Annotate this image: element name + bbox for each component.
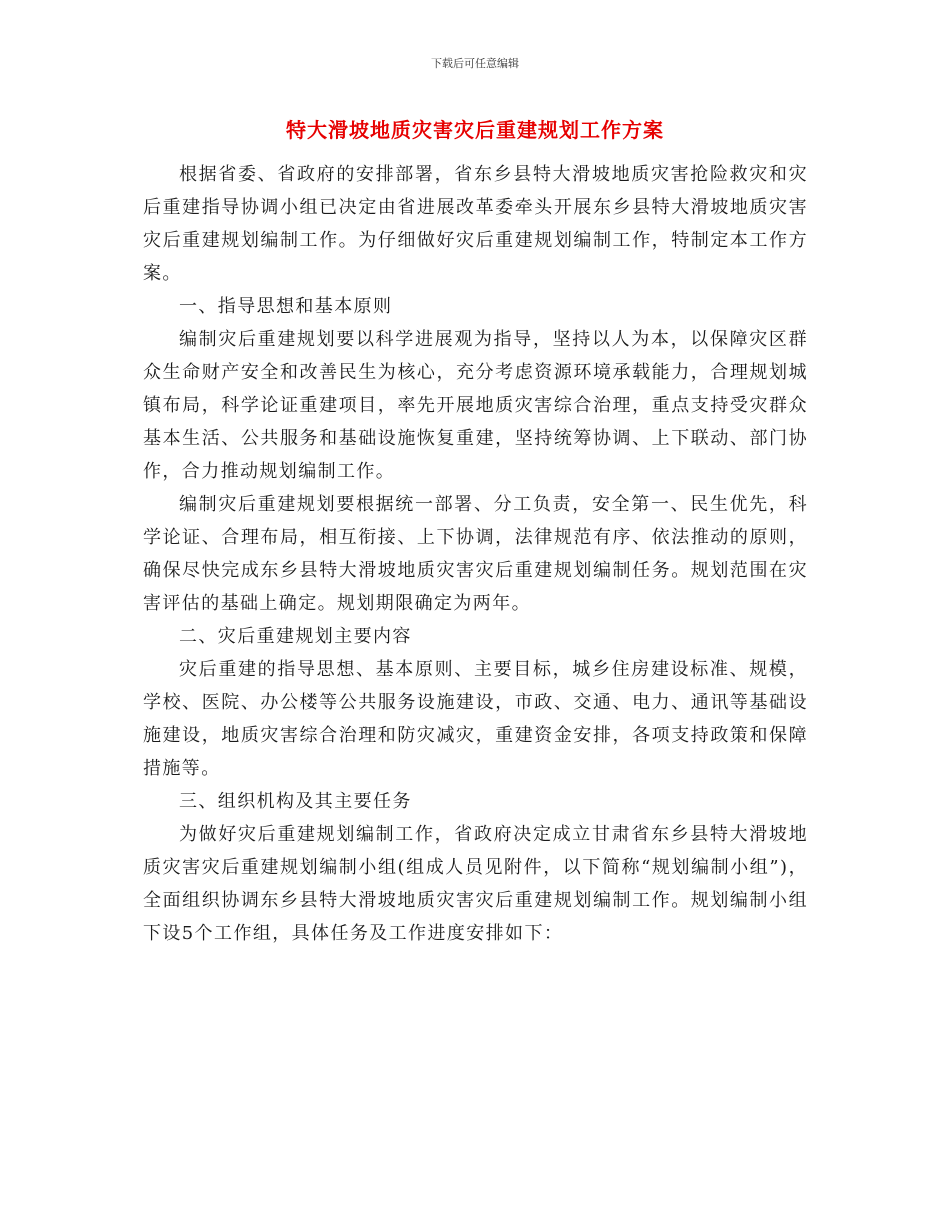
paragraph-main-content: 灾后重建的指导思想、基本原则、主要目标，城乡住房建设标准、规模，学校、医院、办公楼等公共服务设施建设，市政、交通、电力、通讯等基础设施建设，地质灾害综合治理和防灾减灾，重建资金安排，各项支持政策和保障措施等。	[143, 659, 808, 779]
paragraph-intro: 根据省委、省政府的安排部署，省东乡县特大滑坡地质灾害抢险救灾和灾后重建指导协调小组已决定由省进展改革委牵头开展东乡县特大滑坡地质灾害灾后重建规划编制工作。为仔细做好灾后重建规划编制工作，特制定本工作方案。	[143, 164, 808, 284]
document-title: 特大滑坡地质灾害灾后重建规划工作方案	[286, 118, 664, 142]
paragraph-basic-principles: 编制灾后重建规划要根据统一部署、分工负责，安全第一、民生优先，科学论证、合理布局，相互衔接、上下协调，法律规范有序、依法推动的原则，确保尽快完成东乡县特大滑坡地质灾害灾后重建规划编制任务。规划范围在灾害评估的基础上确定。规划期限确定为两年。	[143, 494, 808, 614]
section-heading-3: 三、组织机构及其主要任务	[179, 791, 412, 812]
section-heading-2: 二、灾后重建规划主要内容	[179, 626, 412, 647]
paragraph-organization: 为做好灾后重建规划编制工作，省政府决定成立甘肃省东乡县特大滑坡地质灾害灾后重建规划编制小组(组成人员见附件，以下简称“规划编制小组”)，全面组织协调东乡县特大滑坡地质灾害灾后重建规划编制工作。规划编制小组下设5个工作组，具体任务及工作进度安排如下：	[143, 824, 808, 944]
section-heading-1: 一、指导思想和基本原则	[179, 296, 393, 317]
paragraph-guiding-thought: 编制灾后重建规划要以科学进展观为指导，坚持以人为本，以保障灾区群众生命财产安全和改善民生为核心，充分考虑资源环境承载能力，合理规划城镇布局，科学论证重建项目，率先开展地质灾害综合治理，重点支持受灾群众基本生活、公共服务和基础设施恢复重建，坚持统筹协调、上下联动、部门协作，合力推动规划编制工作。	[143, 329, 808, 482]
page-header-note: 下载后可任意编辑	[431, 57, 519, 70]
document-body	[143, 158, 808, 950]
